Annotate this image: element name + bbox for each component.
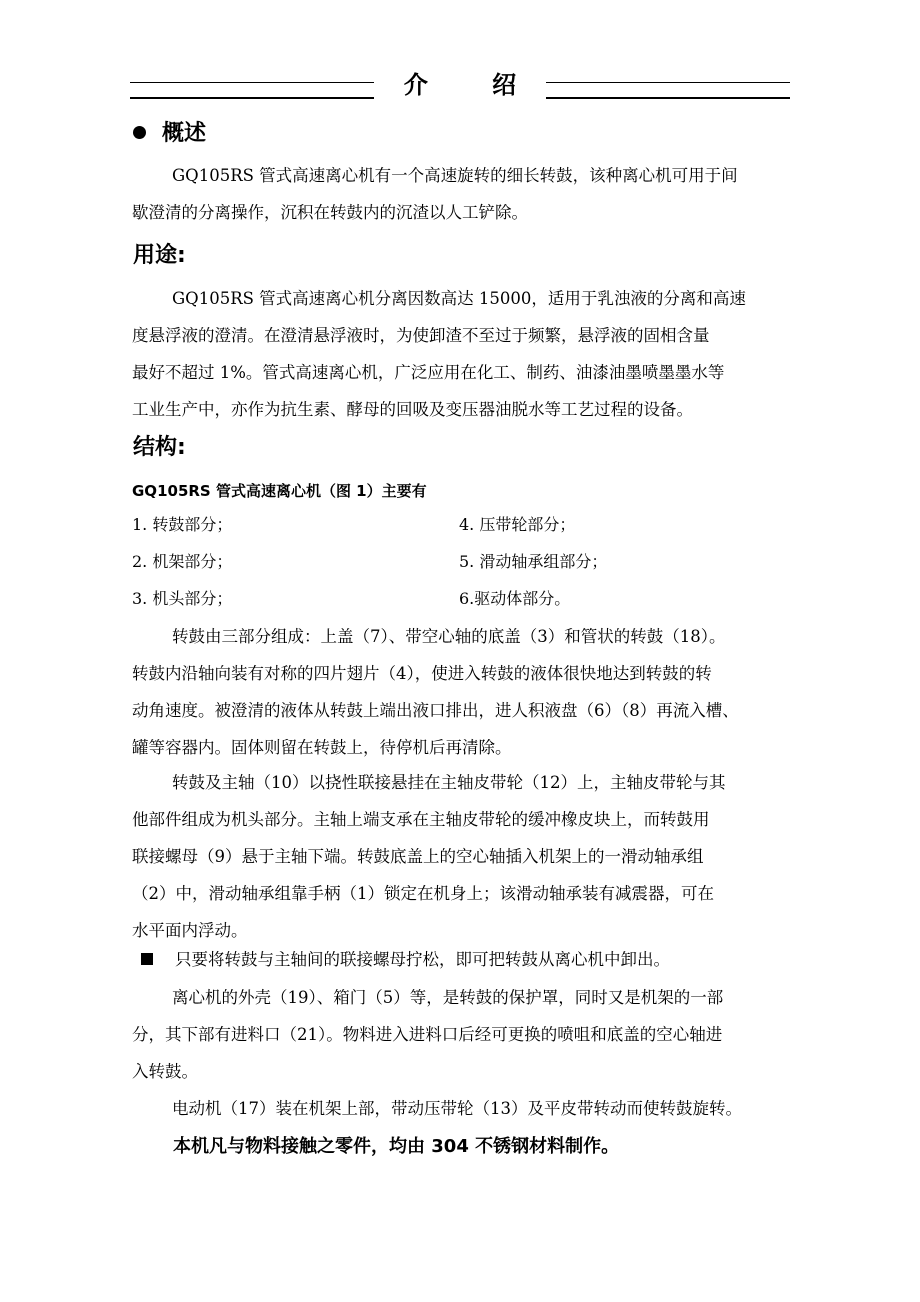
- overview-heading: [133, 120, 206, 148]
- structure-line: 联接螺母（9）悬于主轴下端。转鼓底盖上的空心轴插入机架上的一滑动轴承组: [132, 847, 704, 866]
- overview-line: 歇澄清的分离操作，沉积在转鼓内的沉渣以人工铲除。: [132, 203, 528, 222]
- overview-heading-text: 概述: [162, 121, 207, 146]
- overview-paragraph: [132, 157, 792, 231]
- part-item: 1. 转鼓部分；: [132, 515, 233, 534]
- structure-line: 入转鼓。: [132, 1062, 198, 1081]
- structure-line: 离心机的外壳（19）、箱门（5）等，是转鼓的保护罩，同时又是机架的一部: [172, 988, 724, 1007]
- page-title: [130, 70, 790, 100]
- structure-subheading: GQ105RS 管式高速离心机（图 1）主要有: [132, 482, 427, 500]
- material-statement: 本机凡与物料接触之零件，均由 304 不锈钢材料制作。: [173, 1136, 620, 1157]
- structure-line: 转鼓内沿轴向装有对称的四片翅片（4），使进入转鼓的液体很快地达到转鼓的转: [132, 664, 712, 683]
- structure-line: 转鼓由三部分组成：上盖（7）、带空心轴的底盖（3）和管状的转鼓（18）。: [172, 627, 726, 646]
- structure-paragraph-3: [132, 979, 792, 1090]
- part-item: 3. 机头部分；: [132, 589, 233, 608]
- usage-line: 工业生产中，亦作为抗生素、酵母的回吸及变压器油脱水等工艺过程的设备。: [132, 400, 693, 419]
- structure-line: 分，其下部有进料口（21）。物料进入进料口后经可更换的喷咀和底盖的空心轴进: [132, 1025, 723, 1044]
- structure-line: 他部件组成为机头部分。主轴上端支承在主轴皮带轮的缓冲橡皮块上，而转鼓用: [132, 810, 710, 829]
- bullet-icon: [133, 126, 146, 139]
- usage-line: 度悬浮液的澄清。在澄清悬浮液时，为使卸渣不至过于频繁，悬浮液的固相含量: [132, 326, 710, 345]
- part-item: 5. 滑动轴承组部分；: [459, 552, 608, 571]
- structure-paragraph-1: [132, 618, 792, 766]
- note-text: 只要将转鼓与主轴间的联接螺母拧松，即可把转鼓从离心机中卸出。: [175, 950, 670, 969]
- note-line: [141, 949, 670, 971]
- structure-line: 水平面内浮动。: [132, 921, 248, 940]
- structure-line: （2）中，滑动轴承组靠手柄（1）锁定在机身上；该滑动轴承装有减震器，可在: [132, 884, 714, 903]
- usage-paragraph: [132, 280, 792, 428]
- part-item: 6.驱动体部分。: [459, 589, 571, 608]
- structure-line: 罐等容器内。固体则留在转鼓上，待停机后再清除。: [132, 738, 512, 757]
- title-block: [130, 70, 790, 102]
- structure-line: 动角速度。被澄清的液体从转鼓上端出液口排出，进人积液盘（6）（8）再流入槽、: [132, 701, 739, 720]
- structure-paragraph-4: [132, 1090, 792, 1127]
- square-bullet-icon: [141, 953, 153, 965]
- overview-line: GQ105RS 管式高速离心机有一个高速旋转的细长转鼓，该种离心机可用于间: [172, 166, 738, 185]
- part-item: 2. 机架部分；: [132, 552, 233, 571]
- structure-heading: 结构:: [133, 435, 186, 460]
- structure-line: 电动机（17）装在机架上部，带动压带轮（13）及平皮带转动而使转鼓旋转。: [172, 1099, 742, 1118]
- part-item: 4. 压带轮部分；: [459, 515, 576, 534]
- usage-heading: 用途:: [133, 243, 186, 268]
- usage-line: 最好不超过 1%。管式高速离心机，广泛应用在化工、制药、油漆油墨喷墨墨水等: [132, 363, 725, 382]
- structure-paragraph-2: [132, 764, 792, 949]
- usage-line: GQ105RS 管式高速离心机分离因数高达 15000，适用于乳浊液的分离和高速: [172, 289, 746, 308]
- page-title-text: 介 绍: [374, 71, 546, 99]
- structure-line: 转鼓及主轴（10）以挠性联接悬挂在主轴皮带轮（12）上，主轴皮带轮与其: [172, 773, 726, 792]
